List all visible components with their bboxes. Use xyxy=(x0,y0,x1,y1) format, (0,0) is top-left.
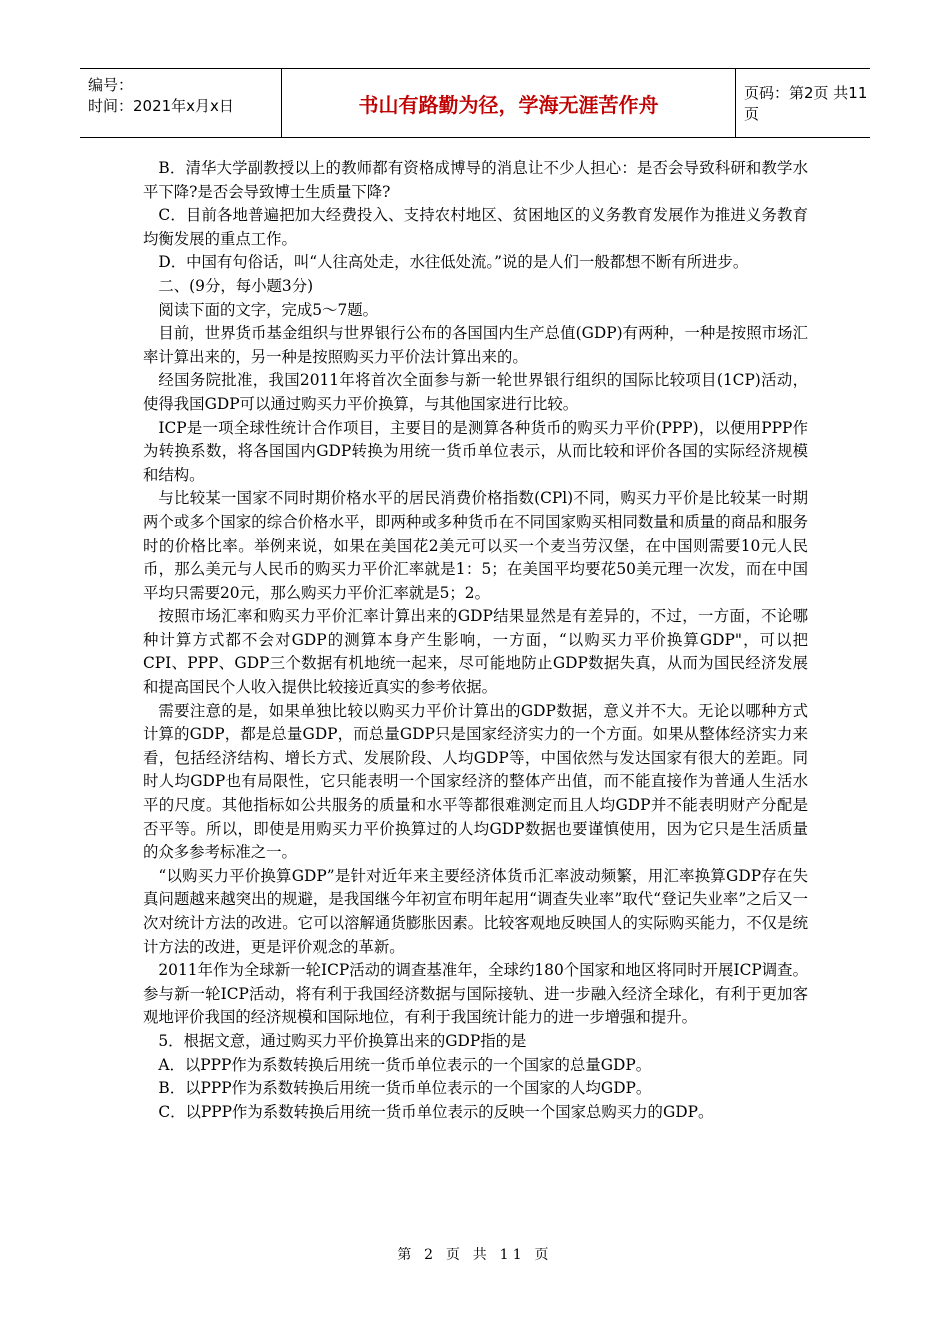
option-d: D．中国有句俗话，叫“人往高处走，水往低处流。”说的是人们一般都想不断有所进步。 xyxy=(158,253,749,272)
reading-instruction: 阅读下面的文字，完成5～7题。 xyxy=(158,300,379,319)
page-footer: 第 2 页 共 11 页 xyxy=(397,1247,553,1263)
option-c: C．目前各地普遍把加大经费投入、支持农村地区、贫困地区的义务教育发展作为推进义务教育均衡发展的重点工作。 xyxy=(143,206,808,248)
passage-paragraph: 经国务院批准，我国2011年将首次全面参与新一轮世界银行组织的国际比较项目(1CP)活动，使得我国GDP可以通过购买力平价换算，与其他国家进行比较。 xyxy=(143,371,808,413)
question-5-option-c: C．以PPP作为系数转换后用统一货币单位表示的反映一个国家总购买力的GDP。 xyxy=(158,1102,714,1121)
section-heading: 二、(9分，每小题3分) xyxy=(158,276,314,295)
doc-code-label: 编号： xyxy=(88,76,134,94)
header-page-number: 页码：第2页 共11页 xyxy=(744,84,868,123)
question-5: 5．根据文意，通过购买力平价换算出来的GDP指的是 xyxy=(158,1031,527,1050)
passage-paragraph: 目前，世界货币基金组织与世界银行公布的各国国内生产总值(GDP)有两种，一种是按照市场汇率计算出来的，另一种是按照购买力平价法计算出来的。 xyxy=(143,324,808,366)
doc-date-label: 时间：2021年x月x日 xyxy=(88,97,234,115)
passage-paragraph: 需要注意的是，如果单独比较以购买力平价计算出的GDP数据，意义并不大。无论以哪种方式计算的GDP，都是总量GDP，而总量GDP只是国家经济实力的一个方面。如果从整体经济实力来看，包括经济结构、增长方式、发展阶段、人均GDP等，中国依然与发达国家有很大的差距。同时人均GDP也有局限性，它只能表明一个国家经济的整体产出值，而不能直接作为普通人生活水平的尺度。其他指标如公共服务的质量和水平等都很难测定而且人均GDP并不能表明财产分配是否平等。所以，即使是用购买力平价换算过的人均GDP数据也要谨慎使用，因为它只是生活质量的众多参考标准之一。 xyxy=(143,701,808,862)
option-b: B．清华大学副教授以上的教师都有资格成博导的消息让不少人担心：是否会导致科研和教学水平下降?是否会导致博士生质量下降? xyxy=(143,159,808,201)
passage-paragraph: 与比较某一国家不同时期价格水平的居民消费价格指数(CPl)不同，购买力平价是比较某一时期两个或多个国家的综合价格水平，即两种或多种货币在不同国家购买相同数量和质量的商品和服务时的价格比率。举例来说，如果在美国花2美元可以买一个麦当劳汉堡，在中国则需要10元人民币，那么美元与人民币的购买力平价汇率就是1：5；在美国平均要花50美元理一次发，而在中国平均只需要20元，那么购买力平价汇率就是5；2。 xyxy=(143,489,808,602)
question-5-option-b: B．以PPP作为系数转换后用统一货币单位表示的一个国家的人均GDP。 xyxy=(158,1079,652,1098)
passage-paragraph: 按照市场汇率和购买力平价汇率计算出来的GDP结果显然是有差异的，不过，一方面，不论哪种计算方式都不会对GDP的测算本身产生影响，一方面，“以购买力平价换算GDP"，可以把CPI、PPP、GDP三个数据有机地统一起来，尽可能地防止GDP数据失真，从而为国民经济发展和提高国民个人收入提供比较接近真实的参考依据。 xyxy=(143,607,808,697)
passage-paragraph: 2011年作为全球新一轮ICP活动的调查基准年，全球约180个国家和地区将同时开展ICP调查。参与新一轮ICP活动，将有利于我国经济数据与国际接轨、进一步融入经济全球化，有利于更加客观地评价我国的经济规模和国际地位，有利于我国统计能力的进一步增强和提升。 xyxy=(143,961,808,1027)
question-5-option-a: A．以PPP作为系数转换后用统一货币单位表示的一个国家的总量GDP。 xyxy=(158,1055,652,1074)
passage-paragraph: ICP是一项全球性统计合作项目，主要目的是测算各种货币的购买力平价(PPP)，以便用PPP作为转换系数，将各国国内GDP转换为用统一货币单位表示，从而比较和评价各国的实际经济规模和结构。 xyxy=(143,418,808,484)
header-motto: 书山有路勤为径，学海无涯苦作舟 xyxy=(282,69,736,137)
page-header xyxy=(80,68,870,138)
header-info-cell xyxy=(80,69,282,137)
passage-paragraph: “以购买力平价换算GDP”是针对近年来主要经济体货币汇率波动频繁，用汇率换算GDP存在失真问题越来越突出的规避，是我国继今年初宣布明年起用“调查失业率”取代“登记失业率”之后又一次对统计方法的改进。它可以溶解通货膨胀因素。比较客观地反映国人的实际购买能力，不仅是统计方法的改进，更是评价观念的革新。 xyxy=(143,866,808,956)
document-body xyxy=(143,157,808,1124)
